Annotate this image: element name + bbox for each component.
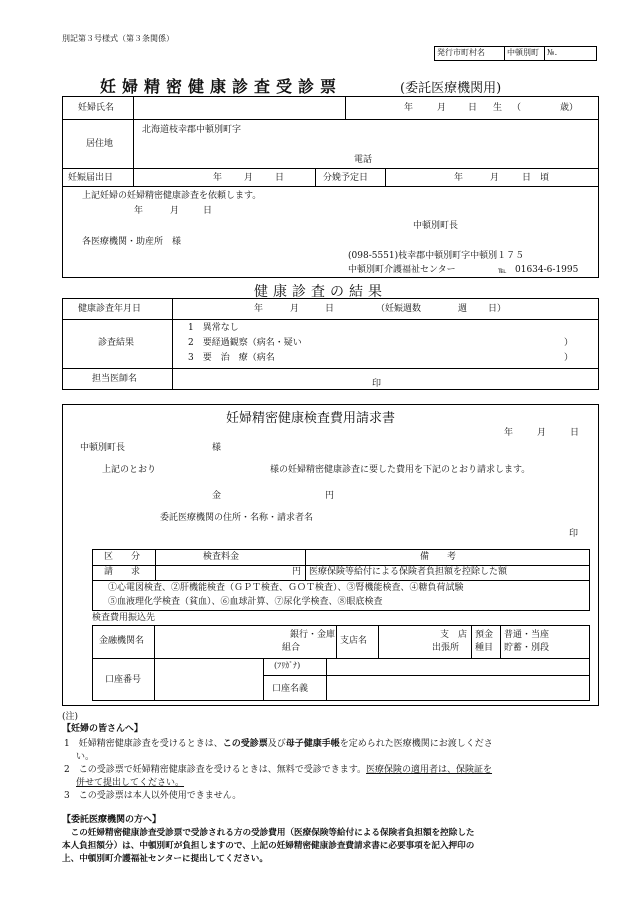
exam-month: 月: [290, 304, 300, 314]
name-field[interactable]: [136, 98, 342, 117]
invoice-body-prefix: 上記のとおり: [102, 465, 157, 475]
institution-line-3: 上、中頓別町介護福祉センターに提出してください。: [62, 854, 268, 864]
dob-month: 月: [437, 103, 447, 113]
weeks-open: （妊娠週数: [376, 304, 422, 314]
result-label: 診査結果: [98, 338, 135, 348]
invoice-year: 年: [504, 428, 514, 438]
issuer-label: 発行市町村名: [437, 48, 485, 57]
age-open: （: [512, 103, 522, 113]
notes-heading: (注): [62, 712, 79, 722]
deposit-type: 普通・当座: [504, 630, 550, 640]
exam-items-2: ⑤血液理化学検査（貧血）、⑥血球計算、⑦尿化学検査、⑧眼底検査: [108, 597, 383, 607]
branch-field[interactable]: [380, 628, 430, 655]
number-label: №.: [547, 48, 558, 57]
fee-row-note: 医療保険等給付による保険者負担額を控除した額: [309, 567, 508, 577]
result-option-3[interactable]: 3 要 治 療（病名: [188, 353, 275, 363]
exam-items-1: ①心電図検査、②肝機能検査（ＧＰＴ検査、ＧＯＴ検査）、③腎機能検査、④糖負荷試験: [108, 583, 464, 593]
due-date-label: 分娩予定日: [323, 173, 369, 183]
amount-unit: 円: [325, 491, 335, 501]
address-value[interactable]: 北海道枝幸郡中頓別町字: [142, 125, 242, 135]
exam-year: 年: [254, 304, 264, 314]
request-year: 年: [134, 206, 144, 216]
institution-line-2: 本人負担額分）は、中頓別町が負担しますので、上記の妊婦精密健康診査費請求書に必要事項を記入押印の: [62, 841, 475, 851]
doctor-seal: 印: [372, 379, 382, 389]
dob-year: 年: [404, 103, 414, 113]
doctor-label: 担当医師名: [92, 374, 138, 384]
office-name: 中頓別町介護福祉センター: [348, 265, 456, 275]
bank-type-2: 組合: [282, 643, 301, 653]
invoice-to: 中頓別町長: [80, 443, 126, 453]
note-1-b: この受診票: [222, 739, 268, 749]
report-year: 年: [213, 173, 223, 183]
institution-heading: 【委託医療機関の方へ】: [62, 815, 162, 825]
dob-day: 日: [468, 103, 478, 113]
due-day: 日: [522, 173, 532, 183]
deposit-label-2: 種目: [475, 643, 494, 653]
request-day: 日: [203, 206, 213, 216]
deposit-type-2: 貯蓄・別段: [504, 643, 550, 653]
dob-suffix: 生: [493, 103, 503, 113]
request-line: 上記妊婦の妊婦精密健康診査を依頼します。: [82, 191, 262, 201]
account-holder-label: 口座名義: [272, 684, 309, 694]
exam-date-label: 健康診査年月日: [78, 304, 142, 314]
issuer-value: 中頓別町: [507, 48, 539, 57]
due-year: 年: [454, 173, 464, 183]
report-month: 月: [244, 173, 254, 183]
note-2: [64, 765, 492, 776]
close-paren-3: ）: [564, 353, 574, 363]
bank-type: 銀行・金庫: [290, 630, 336, 640]
result-option-1[interactable]: 1 異常なし: [188, 323, 239, 333]
invoice-title: 妊婦精密健康検査費用請求書: [226, 411, 396, 426]
age-close: 歳）: [560, 103, 579, 113]
due-month: 月: [490, 173, 500, 183]
form-reference: 別記第３号様式（第３条関係）: [62, 34, 174, 43]
amount-label: 金: [212, 491, 222, 501]
report-day: 日: [275, 173, 285, 183]
form-subtitle: (委託医療機関用): [400, 81, 502, 96]
fee-row-category: 請 求: [104, 567, 141, 577]
form-title: 妊婦精密健康診査受診票: [100, 77, 343, 96]
branch-label: 支店名: [340, 636, 368, 646]
pregnant-heading: 【妊婦の皆さんへ】: [62, 724, 143, 734]
close-paren-2: ）: [564, 338, 574, 348]
invoice-month: 月: [537, 428, 547, 438]
phone-label: 電話: [354, 155, 373, 165]
fee-header-amount: 検査料金: [203, 552, 240, 562]
account-number-field[interactable]: [157, 661, 260, 698]
request-month: 月: [170, 206, 180, 216]
note-1-d: 母子健康手帳: [285, 739, 340, 749]
note-2-a: 2 この受診票で妊婦精密健康診査を受けるときは、無料で受診できます。: [64, 765, 367, 775]
note-1-f: い。: [76, 752, 95, 762]
note-3: 3 この受診票は本人以外使用できません。: [64, 791, 242, 801]
account-number-label: 口座番号: [105, 675, 142, 685]
name-label: 妊婦氏名: [78, 103, 115, 113]
fee-row-unit: 円: [292, 567, 302, 577]
office-address: (098-5551)枝幸郡中頓別町字中頓別１７５: [348, 251, 525, 261]
deposit-label: 預金: [475, 630, 494, 640]
weeks-unit: 週: [458, 304, 468, 314]
bank-name-label: 金融機関名: [99, 636, 145, 646]
note-1-c: 及び: [267, 739, 286, 749]
invoice-to-suffix: 様: [212, 443, 222, 453]
note-2-b: 医療保険の適用者は、保険証を: [366, 765, 493, 775]
note-1-e: を定められた医療機関にお渡しくださ: [339, 739, 493, 749]
note-1-a: 1 妊婦精密健康診査を受けるときは、: [64, 739, 223, 749]
pregnancy-report-label: 妊娠届出日: [68, 173, 114, 183]
invoice-body: 様の妊婦精密健康診査に要した費用を下記のとおり請求します。: [270, 465, 531, 475]
exam-day: 日: [325, 304, 335, 314]
bank-name-field[interactable]: [157, 628, 277, 655]
mayor-label: 中頓別町長: [413, 221, 459, 231]
furigana-label: (ﾌﾘｶﾞﾅ): [274, 661, 301, 670]
bank-heading: 検査費用振込先: [92, 613, 156, 623]
fee-header-note: 備 考: [420, 552, 457, 562]
note-2-c: 併せて提出してください。: [76, 778, 185, 788]
weeks-day: 日）: [488, 304, 507, 314]
addressee: 各医療機関・助産所 様: [82, 237, 182, 247]
tel-label: ℡: [498, 266, 507, 275]
result-option-2[interactable]: 2 要経過観察（病名・疑い: [188, 338, 302, 348]
tel-value: 01634-6-1995: [515, 265, 579, 275]
address-label: 居住地: [86, 139, 114, 149]
note-1: [64, 739, 493, 750]
account-holder-field[interactable]: [329, 661, 587, 698]
institution-line-1: この妊婦精密健康診査受診票で受診される方の受診費用（医療保険等給付による保険者負担額を控除した: [62, 828, 475, 838]
branch-type: 支 店: [440, 630, 468, 640]
branch-type-2: 出張所: [432, 643, 460, 653]
claimant-seal: 印: [569, 529, 579, 539]
fee-header-category: 区 分: [104, 552, 141, 562]
due-around: 頃: [540, 173, 550, 183]
results-heading: 健康診査の結果: [254, 284, 387, 300]
invoice-day: 日: [570, 428, 580, 438]
claimant-label: 委託医療機関の住所・名称・請求者名: [160, 513, 314, 523]
